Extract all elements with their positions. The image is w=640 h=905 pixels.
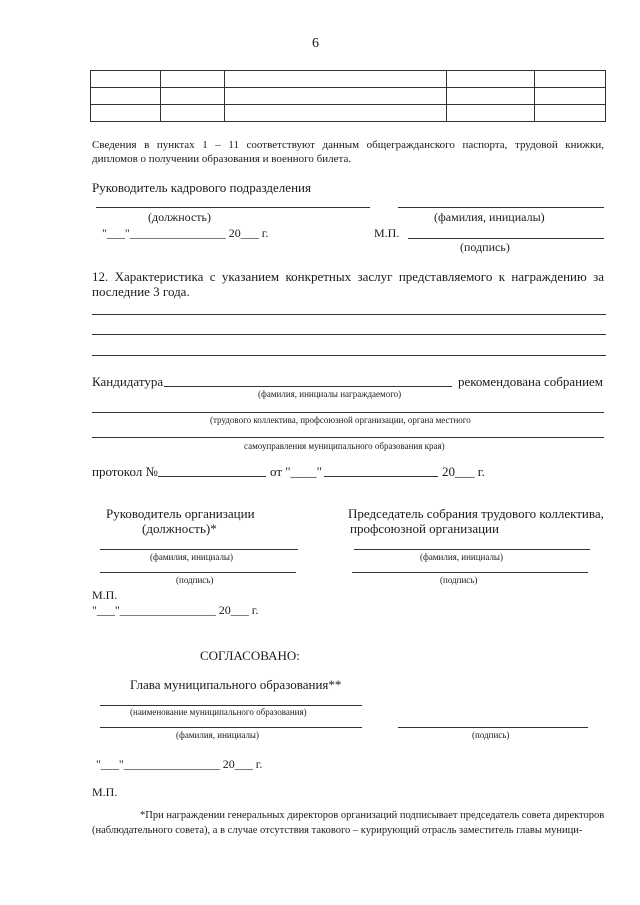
hr-mp-label: М.П. — [374, 226, 400, 240]
table-cell — [91, 71, 161, 88]
hr-head-title: Руководитель кадрового подразделения — [92, 180, 311, 195]
approval-name-caption: (фамилия, инициалы) — [176, 730, 259, 740]
table-row — [91, 88, 606, 105]
table-cell — [225, 105, 447, 122]
table-row — [91, 71, 606, 88]
table-cell — [535, 71, 606, 88]
candidacy-fio-line[interactable] — [164, 386, 452, 387]
table-cell — [535, 105, 606, 122]
candidacy-label: Кандидатура — [92, 374, 164, 389]
approval-title: Глава муниципального образования** — [130, 677, 342, 692]
characteristic-line-2[interactable] — [92, 334, 606, 335]
protocol-date-line[interactable] — [324, 476, 438, 477]
collective-line[interactable] — [92, 412, 604, 413]
table-cell — [91, 88, 161, 105]
assembly-chair-name-line[interactable] — [354, 549, 590, 550]
org-head-signature-line[interactable] — [100, 572, 296, 573]
section12-line2: последние 3 года. — [92, 284, 190, 299]
hr-date-line[interactable]: "___"________________ 20___ г. — [102, 226, 269, 240]
passport-note-line2: дипломов о получении образования и военного билета. — [92, 153, 352, 165]
hr-signature-caption: (подпись) — [460, 240, 510, 254]
assembly-chair-name-caption: (фамилия, инициалы) — [420, 552, 503, 562]
approval-mo-caption: (наименование муниципального образования) — [130, 707, 307, 717]
hr-name-caption: (фамилия, инициалы) — [434, 210, 545, 224]
self-gov-caption: самоуправления муниципального образования края) — [244, 441, 445, 451]
candidacy-fio-caption: (фамилия, инициалы награждаемого) — [258, 389, 402, 399]
table-cell — [447, 105, 535, 122]
table-cell — [447, 88, 535, 105]
table-cell — [161, 71, 225, 88]
characteristic-line-3[interactable] — [92, 355, 606, 356]
org-head-title-line2: (должность)* — [142, 521, 217, 536]
table-row — [91, 105, 606, 122]
approval-mp-label: М.П. — [92, 785, 118, 799]
passport-note-line1: Сведения в пунктах 1 – 11 соответствуют данным общегражданского паспорта, трудовой книжки, — [92, 139, 604, 151]
org-head-title-line1: Руководитель организации — [106, 506, 255, 521]
hr-name-line[interactable] — [398, 207, 604, 208]
approval-signature-caption: (подпись) — [472, 730, 510, 740]
org-head-signature-caption: (подпись) — [176, 575, 214, 585]
assembly-chair-title-line1: Председатель собрания трудового коллектива, — [348, 506, 604, 521]
self-gov-line[interactable] — [92, 437, 604, 438]
table-cell — [535, 88, 606, 105]
characteristic-line-1[interactable] — [92, 314, 606, 315]
top-table — [90, 70, 606, 122]
approval-signature-line[interactable] — [398, 727, 588, 728]
protocol-year-label: 20___ г. — [442, 464, 485, 479]
protocol-label: протокол № — [92, 464, 158, 479]
org-head-date-line[interactable]: "___"________________ 20___ г. — [92, 603, 259, 617]
assembly-chair-signature-line[interactable] — [352, 572, 588, 573]
hr-position-line[interactable] — [96, 207, 370, 208]
table-cell — [447, 71, 535, 88]
approval-date-line[interactable]: "___"________________ 20___ г. — [96, 757, 263, 771]
section12-line1: 12. Характеристика с указанием конкретных заслуг представляемого к награждению за — [92, 269, 604, 284]
assembly-chair-signature-caption: (подпись) — [440, 575, 478, 585]
footnote-line1: *При награждении генеральных директоров организаций подписывает председатель совета директоров — [140, 810, 605, 821]
protocol-number-line[interactable] — [158, 476, 266, 477]
collective-caption: (трудового коллектива, профсоюзной организации, органа местного — [210, 415, 471, 425]
table-cell — [91, 105, 161, 122]
table-cell — [161, 105, 225, 122]
table-cell — [161, 88, 225, 105]
org-head-name-caption: (фамилия, инициалы) — [150, 552, 233, 562]
org-head-mp-label: М.П. — [92, 588, 118, 602]
footnote-line2: (наблюдательного совета), а в случае отсутствия такового – курирующий отрасль заместитель главы муници- — [92, 825, 583, 836]
approval-mo-line[interactable] — [100, 705, 362, 706]
approval-heading: СОГЛАСОВАНО: — [200, 648, 300, 663]
table-cell — [225, 71, 447, 88]
table-cell — [225, 88, 447, 105]
protocol-from-label: от "____" — [270, 464, 322, 479]
org-head-name-line[interactable] — [100, 549, 298, 550]
hr-signature-line[interactable] — [408, 238, 604, 239]
candidacy-recommended-label: рекомендована собранием — [458, 374, 604, 389]
hr-position-caption: (должность) — [148, 210, 211, 224]
approval-name-line[interactable] — [100, 727, 362, 728]
assembly-chair-title-line2: профсоюзной организации — [350, 521, 499, 536]
page-number: 6 — [312, 36, 319, 51]
